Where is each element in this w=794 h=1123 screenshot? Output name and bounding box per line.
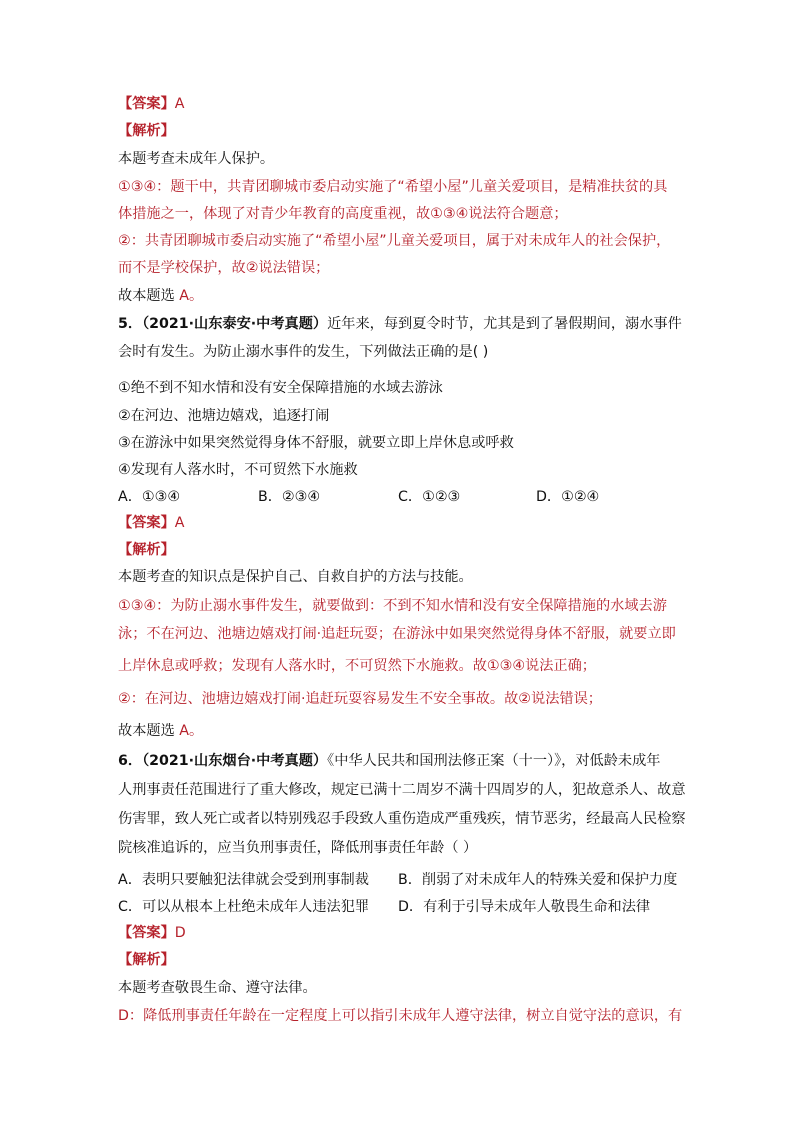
answer-tag: 【答案】 <box>118 515 175 531</box>
option-b: B．削弱了对未成年人的特殊关爱和保护力度 <box>398 872 678 888</box>
analysis-topic: 本题考查未成年人保护。 <box>118 151 275 167</box>
answer-line <box>118 94 184 114</box>
analysis-paragraph: 而不是学校保护，故②说法错误； <box>118 260 330 276</box>
answer-tag: 【答案】 <box>118 925 175 941</box>
question-item: ④发现有人落水时，不可贸然下水施救 <box>118 462 358 478</box>
question-source: （2021·山东烟台·中考真题） <box>142 753 328 769</box>
analysis-paragraph: D：降低刑事责任年龄在一定程度上可以指引未成年人遵守法律，树立自觉守法的意识，有 <box>118 1008 683 1024</box>
question-stem: 6．（2021·山东烟台·中考真题）《中华人民共和国刑法修正案（十一）》，对低龄未成年 <box>118 753 661 769</box>
answer-line <box>118 513 184 533</box>
analysis-paragraph: ①③④：题干中，共青团聊城市委启动实施了“希望小屋”儿童关爱项目，是精准扶贫的具 <box>118 179 668 195</box>
question-item: ①绝不到不知水情和没有安全保障措施的水域去游泳 <box>118 380 443 396</box>
analysis-paragraph: ①③④：为防止溺水事件发生，就要做到：不到不知水情和没有安全保障措施的水域去游 <box>118 598 667 614</box>
question-stem: 院核准追诉的，应当负刑事责任，降低刑事责任年龄（ ） <box>118 840 478 856</box>
question-stem: 5．（2021·山东泰安·中考真题）近年来，每到夏令时节，尤其是到了暑假期间，溺水事件 <box>118 316 682 332</box>
option-a: A．①③④ <box>118 489 181 505</box>
analysis-paragraph: ②：共青团聊城市委启动实施了“希望小屋”儿童关爱项目，属于对未成年人的社会保护， <box>118 233 671 249</box>
question-number: 5． <box>118 316 143 332</box>
option-d: D．有利于引导未成年人敬畏生命和法律 <box>398 899 651 915</box>
option-b: B．②③④ <box>258 489 321 505</box>
option-d: D．①②④ <box>536 489 600 505</box>
analysis-paragraph: 泳；不在河边、池塘边嬉戏打闹·追赶玩耍；在游泳中如果突然觉得身体不舒服，就要立即 <box>118 626 676 642</box>
analysis-tag: 【解析】 <box>118 952 175 968</box>
analysis-topic: 本题考查的知识点是保护自己、自救自护的方法与技能。 <box>118 569 473 585</box>
option-c: C．①②③ <box>398 489 461 505</box>
question-stem: 人刑事责任范围进行了重大修改，规定已满十二周岁不满十四周岁的人，犯故意杀人、故意 <box>118 782 686 798</box>
analysis-paragraph: 体措施之一，体现了对青少年教育的高度重视，故①③④说法符合题意； <box>118 206 568 222</box>
answer-value: D <box>174 925 186 941</box>
conclusion: 故本题选 A。 <box>118 723 204 739</box>
question-number: 6． <box>118 753 143 769</box>
analysis-paragraph: ②：在河边、池塘边嬉戏打闹·追赶玩耍容易发生不安全事故。故②说法错误； <box>118 691 602 707</box>
analysis-paragraph: 上岸休息或呼救；发现有人落水时，不可贸然下水施救。故①③④说法正确； <box>118 658 596 674</box>
conclusion: 故本题选 A。 <box>118 288 204 304</box>
question-stem: 伤害罪，致人死亡或者以特别残忍手段致人重伤造成严重残疾，情节恶劣，经最高人民检察 <box>118 811 686 827</box>
question-stem: 会时有发生。为防止溺水事件的发生，下列做法正确的是( ) <box>118 344 489 360</box>
question-item: ③在游泳中如果突然觉得身体不舒服，就要立即上岸休息或呼救 <box>118 435 514 451</box>
answer-value: A <box>174 515 185 531</box>
question-item: ②在河边、池塘边嬉戏，追逐打闹 <box>118 408 330 424</box>
analysis-tag: 【解析】 <box>118 542 175 558</box>
answer-line <box>118 923 186 943</box>
analysis-topic: 本题考查敬畏生命、遵守法律。 <box>118 980 317 996</box>
analysis-tag: 【解析】 <box>118 123 175 139</box>
option-a: A．表明只要触犯法律就会受到刑事制裁 <box>118 872 369 888</box>
answer-value: A <box>174 96 185 112</box>
answer-tag: 【答案】 <box>118 96 175 112</box>
option-c: C．可以从根本上杜绝未成年人违法犯罪 <box>118 899 370 915</box>
question-source: （2021·山东泰安·中考真题） <box>142 316 328 332</box>
